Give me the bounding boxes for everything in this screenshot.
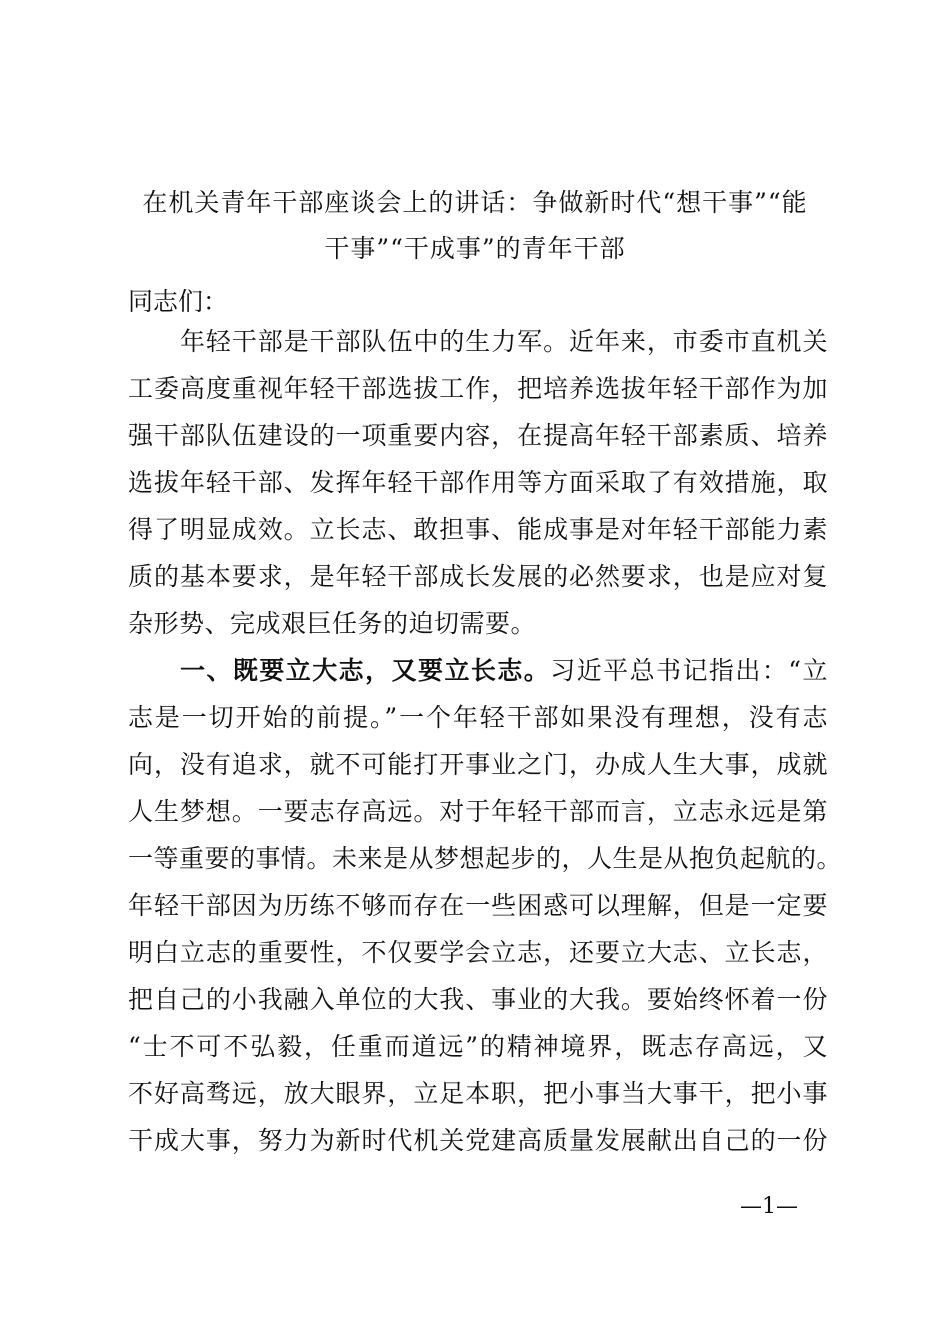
paragraph-line: 人生梦想。一要志存高远。对于年轻干部而言，立志永远是第 — [128, 797, 828, 826]
paragraph-line: 年轻干部因为历练不够而存在一些困惑可以理解，但是一定要 — [128, 891, 828, 920]
salutation: 同志们： — [128, 287, 229, 316]
paragraph-line: 得了明显成效。立长志、敢担事、能成事是对年轻干部能力素 — [128, 515, 828, 544]
paragraph-line: 工委高度重视年轻干部选拔工作，把培养选拔年轻干部作为加 — [128, 374, 828, 403]
paragraph-line: 干成大事，努力为新时代机关党建高质量发展献出自己的一份 — [128, 1126, 828, 1155]
paragraph-line: 向，没有追求，就不可能打开事业之门，办成人生大事，成就 — [128, 750, 828, 779]
paragraph-line: 年轻干部是干部队伍中的生力军。近年来，市委市直机关 — [180, 327, 828, 356]
paragraph-line: 质的基本要求，是年轻干部成长发展的必然要求，也是应对复 — [128, 562, 828, 591]
paragraph-line: 一等重要的事情。未来是从梦想起步的，人生是从抱负起航的。 — [128, 844, 843, 873]
page-number: —1— — [740, 1194, 798, 1219]
document-title-line-2: 干事”“干成事”的青年干部 — [324, 234, 626, 263]
document-body — [128, 318, 843, 1164]
document-title-line-1: 在机关青年干部座谈会上的讲话：争做新时代“想干事”“能 — [142, 188, 808, 217]
paragraph-line: “士不可不弘毅，任重而道远”的精神境界，既志存高远，又 — [128, 1032, 828, 1061]
section-1-heading: 一、既要立大志，又要立长志。 — [180, 656, 551, 685]
section-1-first-line — [128, 647, 828, 694]
paragraph-line: 把自己的小我融入单位的大我、事业的大我。要始终怀着一份 — [128, 985, 828, 1014]
paragraph-line: 不好高骛远，放大眼界，立足本职，把小事当大事干，把小事 — [128, 1079, 828, 1108]
paragraph-line: 明白立志的重要性，不仅要学会立志，还要立大志、立长志， — [128, 938, 828, 967]
paragraph-line: 杂形势、完成艰巨任务的迫切需要。 — [128, 609, 537, 638]
paragraph-line: 选拔年轻干部、发挥年轻干部作用等方面采取了有效措施，取 — [128, 468, 828, 497]
paragraph-line: 志是一切开始的前提。”一个年轻干部如果没有理想，没有志 — [128, 703, 828, 732]
paragraph-line: 强干部队伍建设的一项重要内容，在提高年轻干部素质、培养 — [128, 421, 828, 450]
section-1-first-line-text: 习近平总书记指出：“立 — [550, 656, 828, 685]
